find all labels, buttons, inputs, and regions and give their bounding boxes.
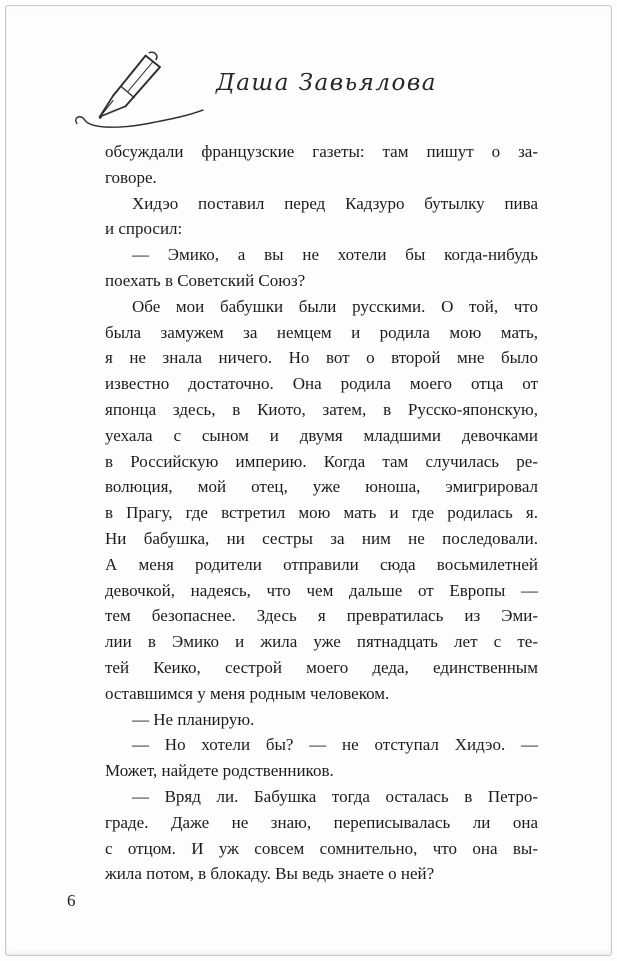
- text-line: Ни бабушка, ни сестры за ним не последовали.: [105, 528, 538, 548]
- text-line: Хидэо поставил перед Кадзуро бутылку пива: [132, 193, 538, 213]
- text-line: Может, найдете родственников.: [105, 761, 334, 781]
- page-number: 6: [67, 891, 76, 910]
- text-line: я не знала ничего. Но вот о второй мне было: [105, 348, 538, 368]
- text-line: уехала с сыном и двумя младшими девочками: [105, 425, 538, 445]
- paragraph: [105, 732, 538, 784]
- text-line: — Не планирую.: [132, 709, 255, 729]
- text-line: девочкой, надеясь, что чем дальше от Европы —: [105, 580, 538, 600]
- text-line: жила потом, в блокаду. Вы ведь знаете о ней?: [105, 864, 435, 884]
- text-line: тем безопаснее. Здесь я превратилась из Эми-: [105, 606, 538, 626]
- text-line: говоре.: [105, 167, 157, 187]
- page-text: [105, 139, 538, 887]
- text-line: волюция, мой отец, уже юноша, эмигрировал: [105, 477, 538, 497]
- text-line: А меня родители отправили сюда восьмилетней: [105, 554, 538, 574]
- text-line: лии в Эмико и жила уже пятнадцать лет с те-: [105, 632, 538, 652]
- text-line: поехать в Советский Союз?: [105, 270, 306, 290]
- text-line: японца здесь, в Киото, затем, в Русско-японскую,: [105, 399, 538, 419]
- text-line: — Эмико, а вы не хотели бы когда-нибудь: [132, 245, 538, 265]
- text-line: Обе мои бабушки были русскими. О той, что: [132, 296, 538, 316]
- text-line: оставшимся у меня родным человеком.: [105, 683, 390, 703]
- text-line: в Российскую империю. Когда там случилась ре-: [105, 451, 538, 471]
- text-line: тей Кеико, сестрой моего деда, единственным: [105, 657, 538, 677]
- fountain-pen-icon: [62, 47, 212, 133]
- text-line: в Прагу, где встретил мою мать и где родилась я.: [105, 503, 538, 523]
- paragraph: [105, 191, 538, 243]
- text-line: была замужем за немцем и родила мою мать,: [105, 322, 538, 342]
- paragraph: [105, 294, 538, 707]
- text-line: — Но хотели бы? — не отступал Хидэо. —: [132, 735, 538, 755]
- paragraph: [105, 242, 538, 294]
- page-header: [62, 45, 542, 135]
- paragraph: [105, 707, 538, 733]
- paragraph: [105, 784, 538, 887]
- text-line: известно достаточно. Она родила моего отца от: [105, 374, 538, 394]
- text-line: обсуждали французские газеты: там пишут о за-: [105, 142, 538, 161]
- text-line: с отцом. И уж совсем сомнительно, что она вы-: [105, 838, 538, 858]
- text-line: граде. Даже не знаю, переписывалась ли она: [105, 812, 538, 832]
- text-line: — Вряд ли. Бабушка тогда осталась в Петро-: [132, 786, 538, 806]
- paragraph: [105, 139, 538, 191]
- author-name: Даша Завьялова: [216, 70, 437, 96]
- text-line: и спросил:: [105, 219, 183, 239]
